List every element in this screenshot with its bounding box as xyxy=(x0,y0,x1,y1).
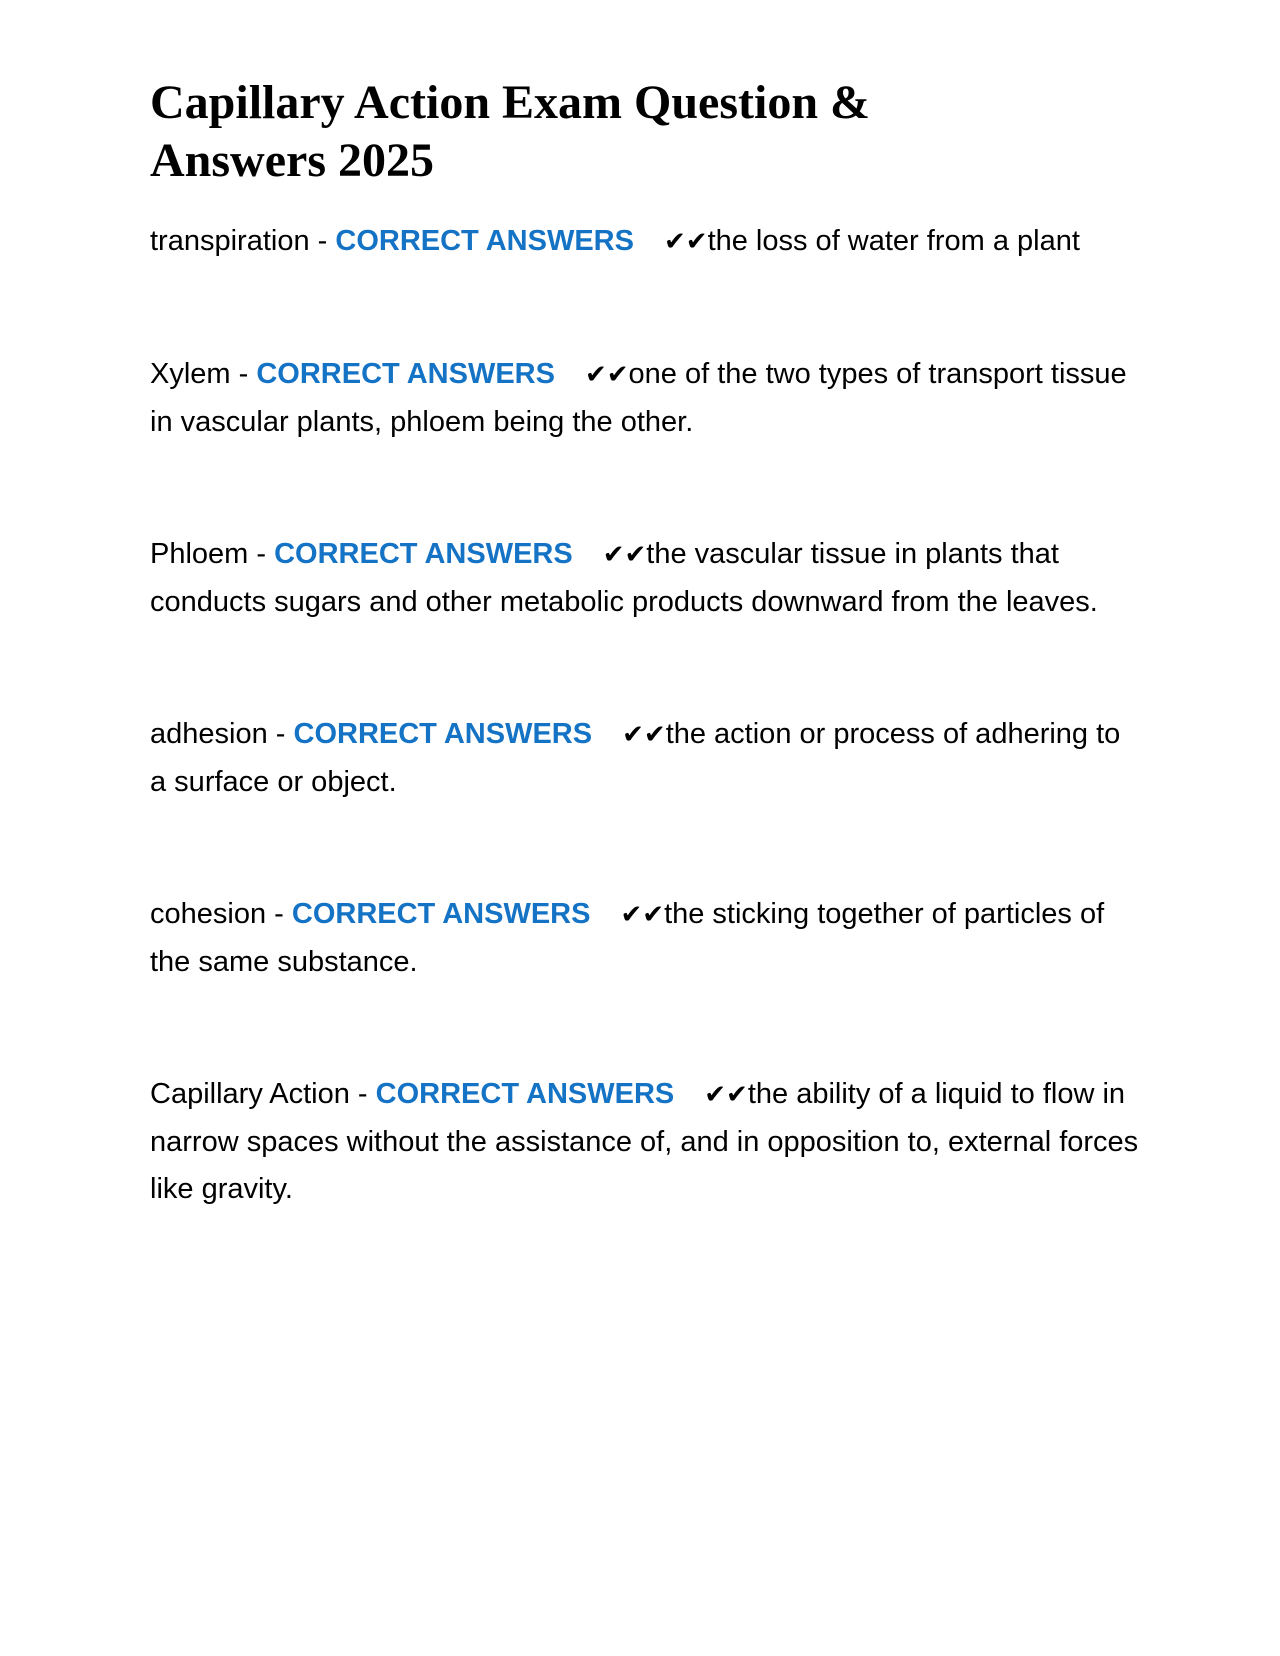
entry-separator: - xyxy=(349,1078,376,1110)
double-check-icon: ✔✔ xyxy=(663,227,708,257)
qa-entry-adhesion xyxy=(150,711,1140,806)
entry-definition: the action or process of adhering to a surface or object. xyxy=(150,718,1121,798)
double-check-icon: ✔✔ xyxy=(602,540,647,570)
document-title: Capillary Action Exam Question & Answers 2025 xyxy=(150,76,871,187)
correct-answers-tag: CORRECT ANSWERS xyxy=(274,538,573,570)
correct-answers-tag: CORRECT ANSWERS xyxy=(256,358,555,390)
correct-answers-tag: CORRECT ANSWERS xyxy=(291,898,591,930)
entry-separator: - xyxy=(230,358,257,390)
correct-answers-tag: CORRECT ANSWERS xyxy=(293,718,593,750)
entry-definition: one of the two types of transport tissue in vascular plants, phloem being the other. xyxy=(150,358,1127,438)
correct-answers-tag: CORRECT ANSWERS xyxy=(335,225,634,257)
entry-separator: - xyxy=(309,225,336,257)
entry-definition: the ability of a liquid to flow in narrow spaces without the assistance of, and in opposition to, external forces like gravity. xyxy=(150,1078,1139,1205)
entry-definition: the sticking together of particles of the same substance. xyxy=(150,898,1105,978)
entry-term: Xylem xyxy=(150,358,231,390)
qa-entry-phloem xyxy=(150,531,1140,626)
entry-separator: - xyxy=(266,898,292,930)
entry-definition: the loss of water from a plant xyxy=(707,225,1080,257)
entry-separator: - xyxy=(248,538,275,570)
qa-entry-transpiration xyxy=(150,218,1140,266)
qa-entry-capillary-action xyxy=(150,1071,1140,1213)
double-check-icon: ✔✔ xyxy=(584,360,629,390)
entry-definition: the vascular tissue in plants that conducts sugars and other metabolic products downward from the leaves. xyxy=(150,538,1098,618)
entry-term: cohesion xyxy=(150,898,267,930)
entry-term: Capillary Action xyxy=(150,1078,350,1110)
double-check-icon: ✔✔ xyxy=(620,900,665,930)
document-page xyxy=(150,74,1140,1298)
entry-separator: - xyxy=(267,718,294,750)
double-check-icon: ✔✔ xyxy=(622,720,666,750)
qa-entry-cohesion xyxy=(150,891,1140,986)
qa-list xyxy=(150,218,1140,1213)
correct-answers-tag: CORRECT ANSWERS xyxy=(375,1078,675,1110)
entry-term: adhesion xyxy=(150,718,268,750)
entry-term: transpiration xyxy=(150,225,310,257)
double-check-icon: ✔✔ xyxy=(704,1080,748,1110)
entry-term: Phloem xyxy=(150,538,249,570)
qa-entry-xylem xyxy=(150,351,1140,446)
